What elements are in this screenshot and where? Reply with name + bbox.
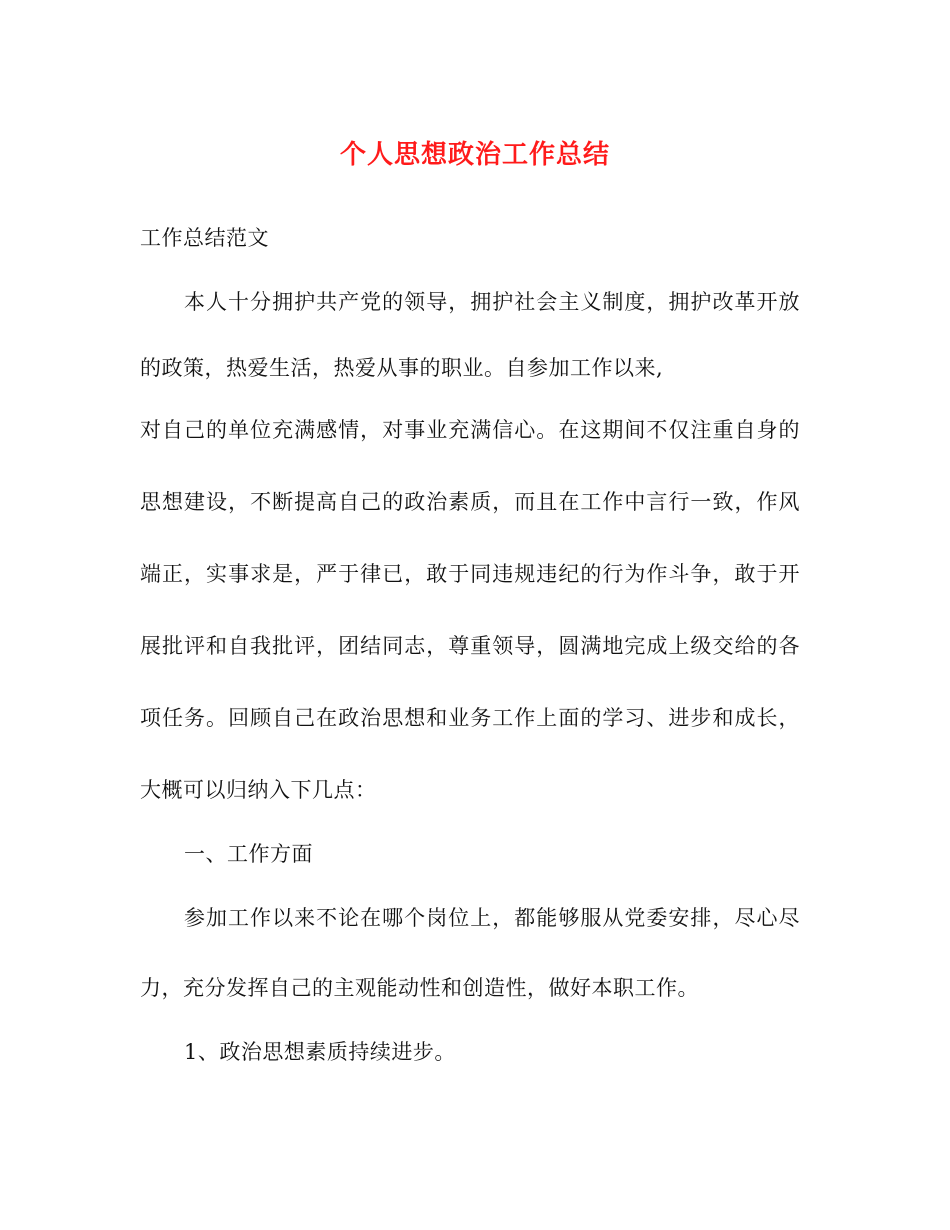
paragraph-line: 大概可以归纳入下几点： [140,778,377,802]
paragraph-line: 力，充分发挥自己的主观能动性和创造性，做好本职工作。 [140,976,699,1000]
paragraph-line: 思想建设，不断提高自己的政治素质，而且在工作中言行一致，作风 [140,490,800,514]
section-heading: 工作总结范文 [140,226,269,250]
section-subheading: 一、工作方面 [184,842,313,866]
paragraph-line: 展批评和自我批评，团结同志，尊重领导，圆满地完成上级交给的各 [140,634,800,658]
paragraph-line: 参加工作以来不论在哪个岗位上，都能够服从党委安排，尽心尽 [184,906,800,930]
paragraph-line: 的政策，热爱生活，热爱从事的职业。自参加工作以来, [140,356,664,380]
paragraph-line: 对自己的单位充满感情，对事业充满信心。在这期间不仅注重自身的 [140,418,800,442]
paragraph-line: 本人十分拥护共产党的领导，拥护社会主义制度，拥护改革开放 [184,290,800,314]
document-title: 个人思想政治工作总结 [339,140,610,170]
paragraph-line: 项任务。回顾自己在政治思想和业务工作上面的学习、进步和成长， [140,706,800,730]
paragraph-line: 端正，实事求是，严于律已，敢于同违规违纪的行为作斗争，敢于开 [140,562,800,586]
list-item-heading: 1、政治思想素质持续进步。 [184,1040,456,1064]
